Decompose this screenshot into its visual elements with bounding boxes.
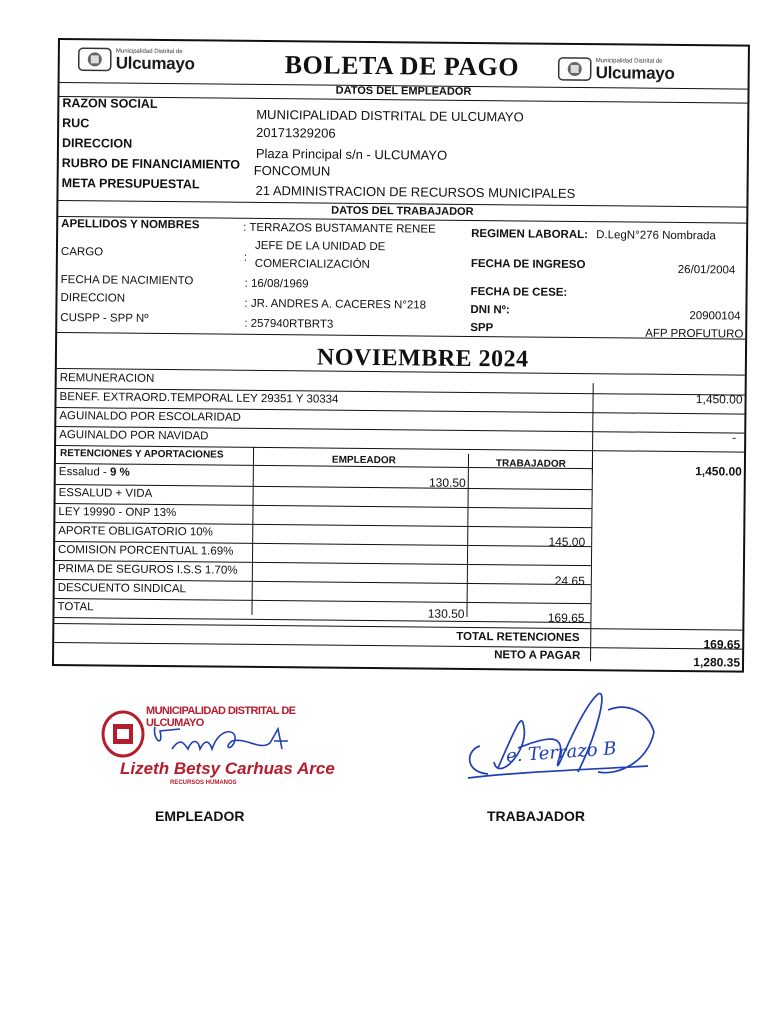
- logo-small-text: Municipalidad Distrital de: [115, 48, 183, 55]
- cuspp-label: CUSPP - SPP Nº: [60, 312, 149, 325]
- worker-footer-label: TRABAJADOR: [487, 808, 585, 824]
- income-value: -: [732, 430, 737, 445]
- employer-address-value: Plaza Principal s/n - ULCUMAYO: [255, 145, 448, 163]
- retention-label: LEY 19990 - ONP 13%: [58, 506, 177, 520]
- net-pay-value: 1,280.35: [693, 655, 741, 670]
- worker-section-title: DATOS DEL TRABAJADOR: [58, 202, 746, 224]
- crest-icon: [558, 55, 592, 83]
- stamp-name: Lizeth Betsy Carhuas Arce: [120, 759, 335, 778]
- logo-big-text: Ulcumayo: [595, 62, 675, 83]
- logo-small-text: Municipalidad Distrital de: [595, 57, 663, 65]
- birth-label: FECHA DE NACIMIENTO: [60, 274, 194, 288]
- worker-name-value: : TERRAZOS BUSTAMANTE RENEE: [243, 221, 436, 236]
- meta-value: 21 ADMINISTRACION DE RECURSOS MUNICIPALES: [255, 182, 576, 201]
- razon-social-label: RAZON SOCIAL: [62, 96, 158, 111]
- row-line: [55, 598, 591, 604]
- prima-worker: 24.65: [554, 573, 585, 589]
- retention-label: DESCUENTO SINDICAL: [57, 582, 187, 596]
- employer-signature-icon: [150, 719, 300, 759]
- worker-address-label: DIRECCION: [60, 292, 126, 305]
- retention-label: COMISION PORCENTUAL 1.69%: [58, 544, 234, 558]
- cargo-line2: COMERCIALIZACIÓN: [254, 257, 370, 272]
- total-retentions-value: 169.65: [703, 637, 741, 652]
- cargo-label: CARGO: [60, 246, 104, 259]
- cese-label: FECHA DE CESE:: [470, 285, 568, 299]
- employer-col-header: EMPLEADOR: [331, 454, 396, 467]
- ruc-label: RUC: [62, 116, 90, 131]
- income-label: AGUINALDO POR ESCOLARIDAD: [59, 410, 241, 424]
- cargo-line1: JEFE DE LA UNIDAD DE: [254, 239, 386, 254]
- income-label: REMUNERACION: [59, 372, 155, 385]
- column-line: [590, 455, 593, 661]
- stamp-crest-icon: [100, 709, 146, 759]
- employer-section-title: DATOS DEL EMPLEADOR: [59, 82, 747, 104]
- retention-label: APORTE OBLIGATORIO 10%: [58, 525, 213, 539]
- income-label: AGUINALDO POR NAVIDAD: [59, 429, 209, 443]
- essalud-employer: 130.50: [428, 475, 466, 490]
- divider: [57, 332, 745, 340]
- regimen-value: D.LegN°276 Nombrada: [596, 229, 716, 243]
- cargo-colon: :: [243, 251, 248, 264]
- stamp-org: MUNICIPALIDAD DISTRITAL DE ULCUMAYO: [146, 705, 296, 729]
- spp-label: SPP: [470, 321, 494, 335]
- total-worker: 169.65: [547, 610, 585, 626]
- razon-social-value: MUNICIPALIDAD DISTRITAL DE ULCUMAYO: [256, 106, 524, 125]
- stamp-area: RECURSOS HUMANOS: [170, 780, 237, 786]
- essalud-pct: 9 %: [109, 466, 130, 479]
- worker-signature: [458, 692, 668, 802]
- retention-total-label: TOTAL: [57, 601, 94, 614]
- employer-address-label: DIRECCION: [61, 136, 133, 151]
- pay-period: NOVIEMBRE 2024: [316, 344, 529, 373]
- birth-value: : 16/08/1969: [244, 277, 309, 291]
- total-employer: 130.50: [427, 606, 465, 621]
- total-retentions-label: TOTAL RETENCIONES: [456, 630, 580, 645]
- ruc-value: 20171329206: [256, 124, 336, 141]
- row-line: [54, 642, 742, 650]
- retention-label: PRIMA DE SEGUROS I.S.S 1.70%: [57, 563, 238, 577]
- dni-label: DNI Nº:: [470, 303, 510, 317]
- worker-name-label: APELLIDOS Y NOMBRES: [61, 218, 200, 232]
- column-line: [466, 454, 469, 617]
- page-title: BOLETA DE PAGO: [284, 50, 520, 82]
- aporte-worker: 145.00: [548, 534, 586, 550]
- rubro-value: FONCOMUN: [253, 162, 331, 179]
- cuspp-value: : 257940RTBRT3: [244, 317, 334, 331]
- dni-value: 20900104: [689, 310, 741, 323]
- employer-footer-label: EMPLEADOR: [155, 808, 245, 824]
- meta-label: META PRESUPUESTAL: [61, 176, 200, 192]
- ingreso-label: FECHA DE INGRESO: [470, 257, 586, 272]
- spp-value: AFP PROFUTURO: [645, 327, 744, 341]
- essalud-label: [59, 466, 130, 479]
- column-line: [251, 447, 254, 615]
- municipality-logo-right: [558, 55, 675, 84]
- essalud-text: Essalud -: [58, 466, 111, 479]
- signature-text: e. Terrazo B: [505, 738, 618, 767]
- income-value: 1,450.00: [695, 392, 743, 407]
- employer-stamp: [100, 705, 340, 795]
- net-pay-label: NETO A PAGAR: [494, 649, 581, 663]
- payslip-document: [52, 38, 750, 673]
- worker-address-value: : JR. ANDRES A. CACERES N°218: [244, 297, 427, 312]
- income-label: BENEF. EXTRAORD.TEMPORAL LEY 29351 Y 30334: [59, 391, 339, 406]
- rubro-label: RUBRO DE FINANCIAMIENTO: [61, 156, 241, 172]
- retentions-header: RETENCIONES Y APORTACIONES: [59, 448, 224, 461]
- ingreso-value: 26/01/2004: [677, 263, 736, 277]
- logo-big-text: Ulcumayo: [115, 53, 195, 73]
- regimen-label: REGIMEN LABORAL:: [471, 227, 589, 242]
- retention-label: ESSALUD + VIDA: [58, 487, 153, 500]
- crest-icon: [78, 45, 112, 73]
- row-line: [54, 623, 742, 631]
- municipality-logo-left: [78, 45, 195, 74]
- worker-col-header: TRABAJADOR: [495, 458, 566, 470]
- income-total: 1,450.00: [695, 464, 742, 479]
